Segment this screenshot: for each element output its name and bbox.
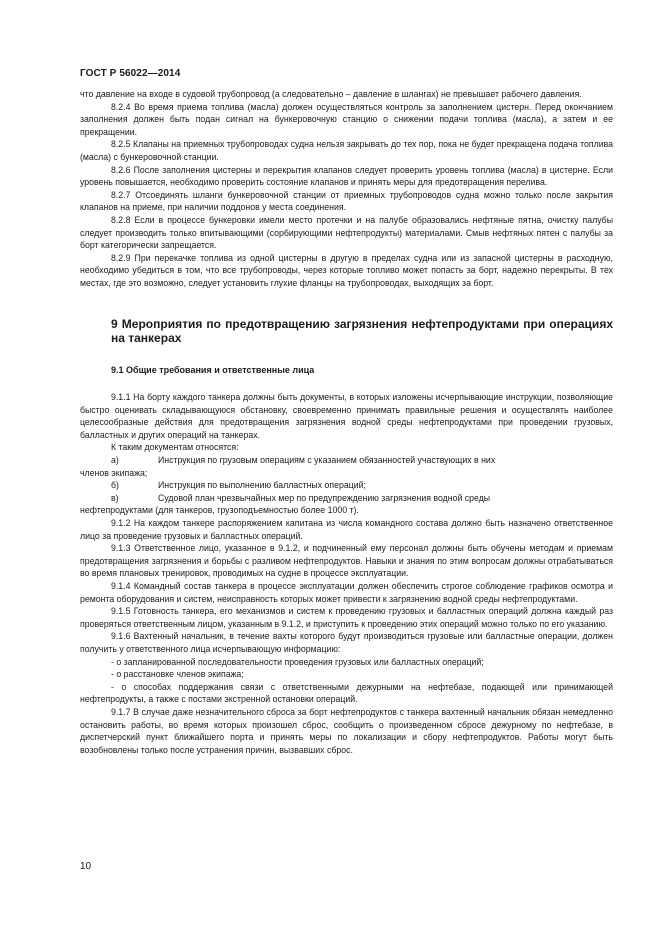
page-number: 10 [80, 861, 92, 872]
list-marker: в) [111, 492, 119, 503]
paragraph-9-1-4: 9.1.4 Командный состав танкера в процессе эксплуатации должен обеспечить строгое соблюдение графиков осмотра и ремонта оборудования и систем, неисправность которых может привести к загрязнению водной среды нефтепродуктами. [80, 581, 613, 604]
dash-item: - о запланированной последовательности проведения грузовых или балластных операций; [111, 656, 484, 667]
dash-item: - о способах поддержания связи с ответственными дежурными на нефтебазе, подающей или принимающей нефтепродукты, а также с постами экстренной остановки операций. [80, 681, 613, 705]
standard-header: ГОСТ Р 56022—2014 [80, 68, 181, 79]
paragraph-9-1-2: 9.1.2 На каждом танкере распоряжением капитана из числа командного состава должно быть назначено ответственное лицо за проведение грузовых и балластных операций. [80, 518, 613, 541]
list-item-b [80, 479, 613, 492]
paragraph-9-1-3: 9.1.3 Ответственное лицо, указанное в 9.1.2, и подчиненный ему персонал должны быть обучены методам и приемам предотвращения загрязнения и борьбы с разливом нефтепродуктов. Навыки и знания по этим вопросам должны отрабатываться во время плановых тренировок, проводимых на судне в процессе эксплуатации. [80, 543, 613, 579]
paragraph-8-2-7: 8.2.7 Отсоединять шланги бункеровочной станции от приемных трубопроводов судна можно только после закрытия клапанов на приеме, при наличии поддонов у места соединения. [80, 189, 613, 213]
list-item-continuation: нефтепродуктами (для танкеров, грузоподъемностью более 1000 т). [80, 505, 359, 516]
dash-item: - о расстановке членов экипажа; [111, 669, 244, 680]
list-marker: б) [111, 480, 119, 491]
subsection-title: 9.1 Общие требования и ответственные лица [111, 364, 315, 375]
paragraph-9-1-7: 9.1.7 В случае даже незначительного сброса за борт нефтепродуктов с танкера вахтенный начальник обязан немедленно остановить работы, во время которых произошел сброс, сообщить о произведенном сбросе дежурному по нефтебазе, в диспетчерский пункт ближайшего порта и принять меры по локализации и сбору нефтепродуктов. Работы могут быть возобновлены только после устранения причин, вызвавших сброс. [80, 706, 613, 755]
paragraph-8-2-4: 8.2.4 Во время приема топлива (масла) должен осуществляться контроль за заполнением цистерн. Перед окончанием заполнения должен быть подан сигнал на бункеровочную станцию о снижении подачи топлива (масла), а затем и ее прекращении. [80, 101, 613, 137]
list-item-a [80, 454, 613, 467]
paragraph-continuation: что давление на входе в судовой трубопровод (а следовательно – давление в шлангах) не превышает рабочего давления. [80, 89, 582, 99]
paragraph-9-1-5: 9.1.5 Готовность танкера, его механизмов и систем к проведению грузовых и балластных операций должна каждый раз проверяться ответственным лицом, указанным в 9.1.2, и приступить к проведению этих операций можно только по его указанию. [80, 606, 613, 629]
paragraph-9-1-6: 9.1.6 Вахтенный начальник, в течение вахты которого будут производиться грузовые или балластные операции, должен получить у ответственного лица исчерпывающую информацию: [80, 631, 613, 654]
list-item-text: Судовой план чрезвычайных мер по предупреждению загрязнения водной среды [158, 492, 491, 503]
paragraph-8-2-5: 8.2.5 Клапаны на приемных трубопроводах судна нельзя закрывать до тех пор, пока не будет прекращена подача топлива (масла) с бункеровочной станции. [80, 139, 613, 162]
paragraph-9-1-1: 9.1.1 На борту каждого танкера должны быть документы, в которых изложены исчерпывающие инструкции, позволяющие быстро оценивать складывающуюся обстановку, своевременно принимать правильные решения и осуществлять наиболее целесообразные действия для предотвращения загрязнения водной среды нефтепродуктами при проведении грузовых, балластных и других операций на танкерах. [80, 392, 613, 440]
list-item-text: Инструкция по грузовым операциям с указанием обязанностей участвующих в них [158, 455, 496, 466]
list-item-v [80, 492, 613, 505]
documents-intro: К таким документам относятся: [111, 442, 239, 453]
list-item-text: Инструкция по выполнению балластных операций; [158, 480, 366, 491]
document-body [80, 88, 613, 756]
paragraph-8-2-8: 8.2.8 Если в процессе бункеровки имели место протечки и на палубе образовались нефтяные пятна, очистку палубы следует производить только впитывающими (сорбирующими нефтепродукты) материалами. Смыв нефтяных пятен с палубы за борт категорически запрещается. [80, 214, 613, 251]
list-marker: а) [111, 455, 119, 466]
section-title: 9 Мероприятия по предотвращению загрязнения нефтепродуктами при операциях на танкерах [111, 316, 613, 345]
paragraph-8-2-6: 8.2.6 После заполнения цистерны и перекрытия клапанов следует проверить уровень топлива (масла) в цистерне. Если уровень повышается, необходимо проверить состояние клапанов и принять меры для предотвращения перелива. [80, 164, 613, 188]
paragraph-8-2-9: 8.2.9 При перекачке топлива из одной цистерны в другую в пределах судна или из запасной цистерны в расходную, необходимо убедиться в том, что все трубопроводы, через которые топливо может попасть за борт, надежно перекрыты. В тех местах, где это возможно, следует установить глухие фланцы на трубопроводах, выходящих за борт. [80, 252, 613, 288]
list-item-continuation: членов экипажа; [80, 467, 148, 478]
